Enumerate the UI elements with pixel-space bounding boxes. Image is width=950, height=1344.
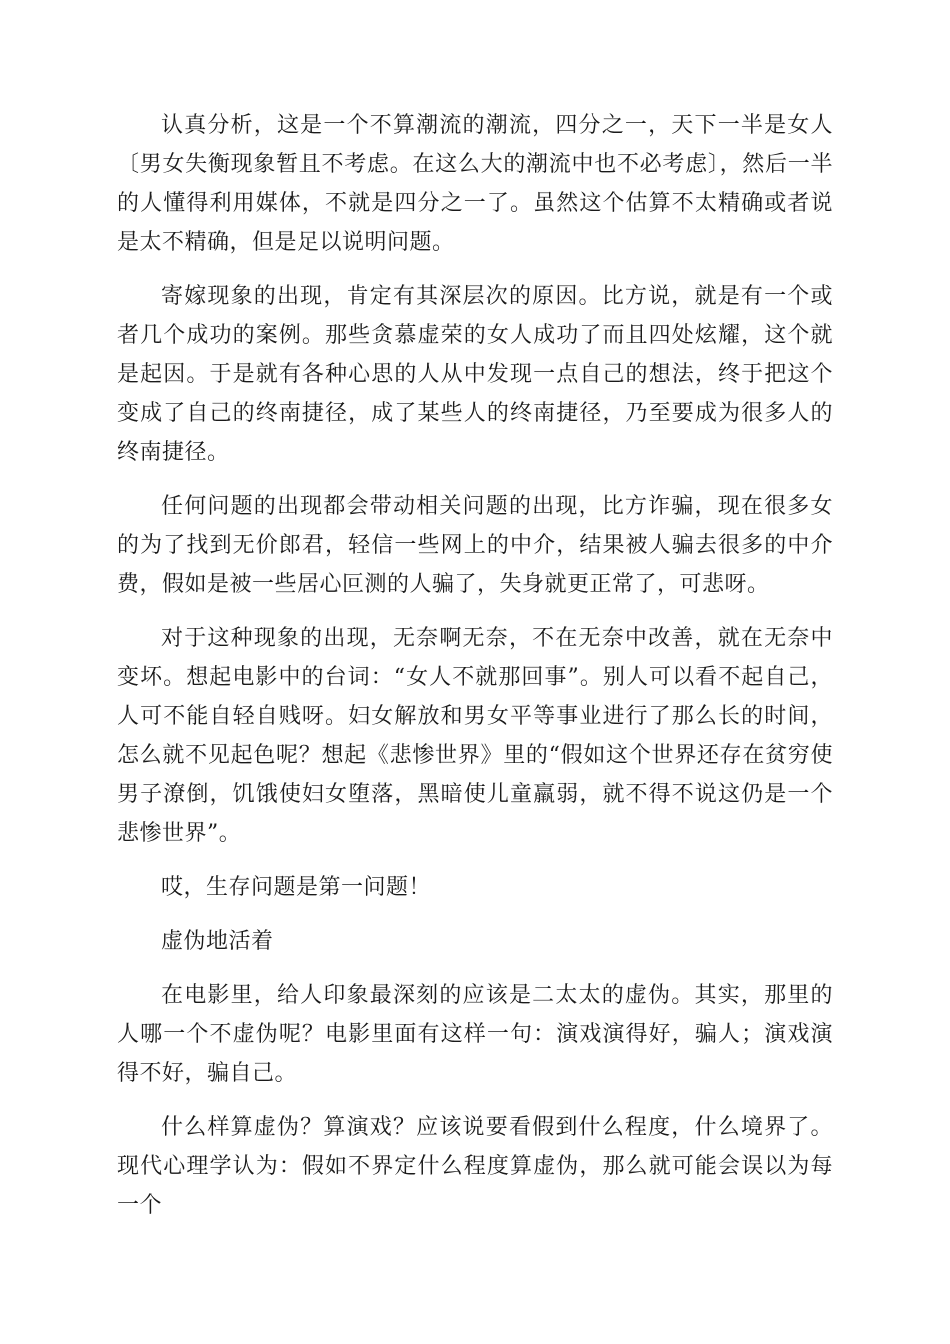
document-body — [117, 106, 833, 1240]
paragraph-analysis: 认真分析，这是一个不算潮流的潮流，四分之一，天下一半是女人〔男女失衡现象暂且不考虑。在这么大的潮流中也不必考虑〕，然后一半的人懂得利用媒体，不就是四分之一了。虽然这个估算不太精确或者说是太不精确，但是足以说明问题。 — [117, 113, 833, 255]
paragraph-survival: 哎，生存问题是第一问题！ — [161, 875, 432, 900]
paragraph-hypocrisy: 在电影里，给人印象最深刻的应该是二太太的虚伪。其实，那里的人哪一个不虚伪呢？电影里面有这样一句：演戏演得好，骗人；演戏演得不好，骗自己。 — [117, 983, 833, 1086]
paragraph-psychology: 什么样算虚伪？算演戏？应该说要看假到什么程度，什么境界了。现代心理学认为：假如不界定什么程度算虚伪，那么就可能会误以为每一个 — [117, 1115, 833, 1218]
section-heading: 虚伪地活着 — [161, 929, 274, 954]
paragraph-fraud: 任何问题的出现都会带动相关问题的出现，比方诈骗，现在很多女的为了找到无价郎君，轻信一些网上的中介，结果被人骗去很多的中介费，假如是被一些居心叵测的人骗了，失身就更正常了，可悲呀。 — [117, 494, 833, 597]
paragraph-causes: 寄嫁现象的出现，肯定有其深层次的原因。比方说，就是有一个或者几个成功的案例。那些贪慕虚荣的女人成功了而且四处炫耀，这个就是起因。于是就有各种心思的人从中发现一点自己的想法，终于把这个变成了自己的终南捷径，成了某些人的终南捷径，乃至要成为很多人的终南捷径。 — [117, 284, 833, 465]
paragraph-helplessness: 对于这种现象的出现，无奈啊无奈，不在无奈中改善，就在无奈中变坏。想起电影中的台词：“女人不就那回事”。别人可以看不起自己，人可不能自轻自贱呀。妇女解放和男女平等事业进行了那么长的时间，怎么就不见起色呢？想起《悲惨世界》里的“假如这个世界还存在贫穷使男子潦倒，饥饿使妇女堕落，黑暗使儿童羸弱，就不得不说这仍是一个悲惨世界”。 — [117, 626, 833, 846]
